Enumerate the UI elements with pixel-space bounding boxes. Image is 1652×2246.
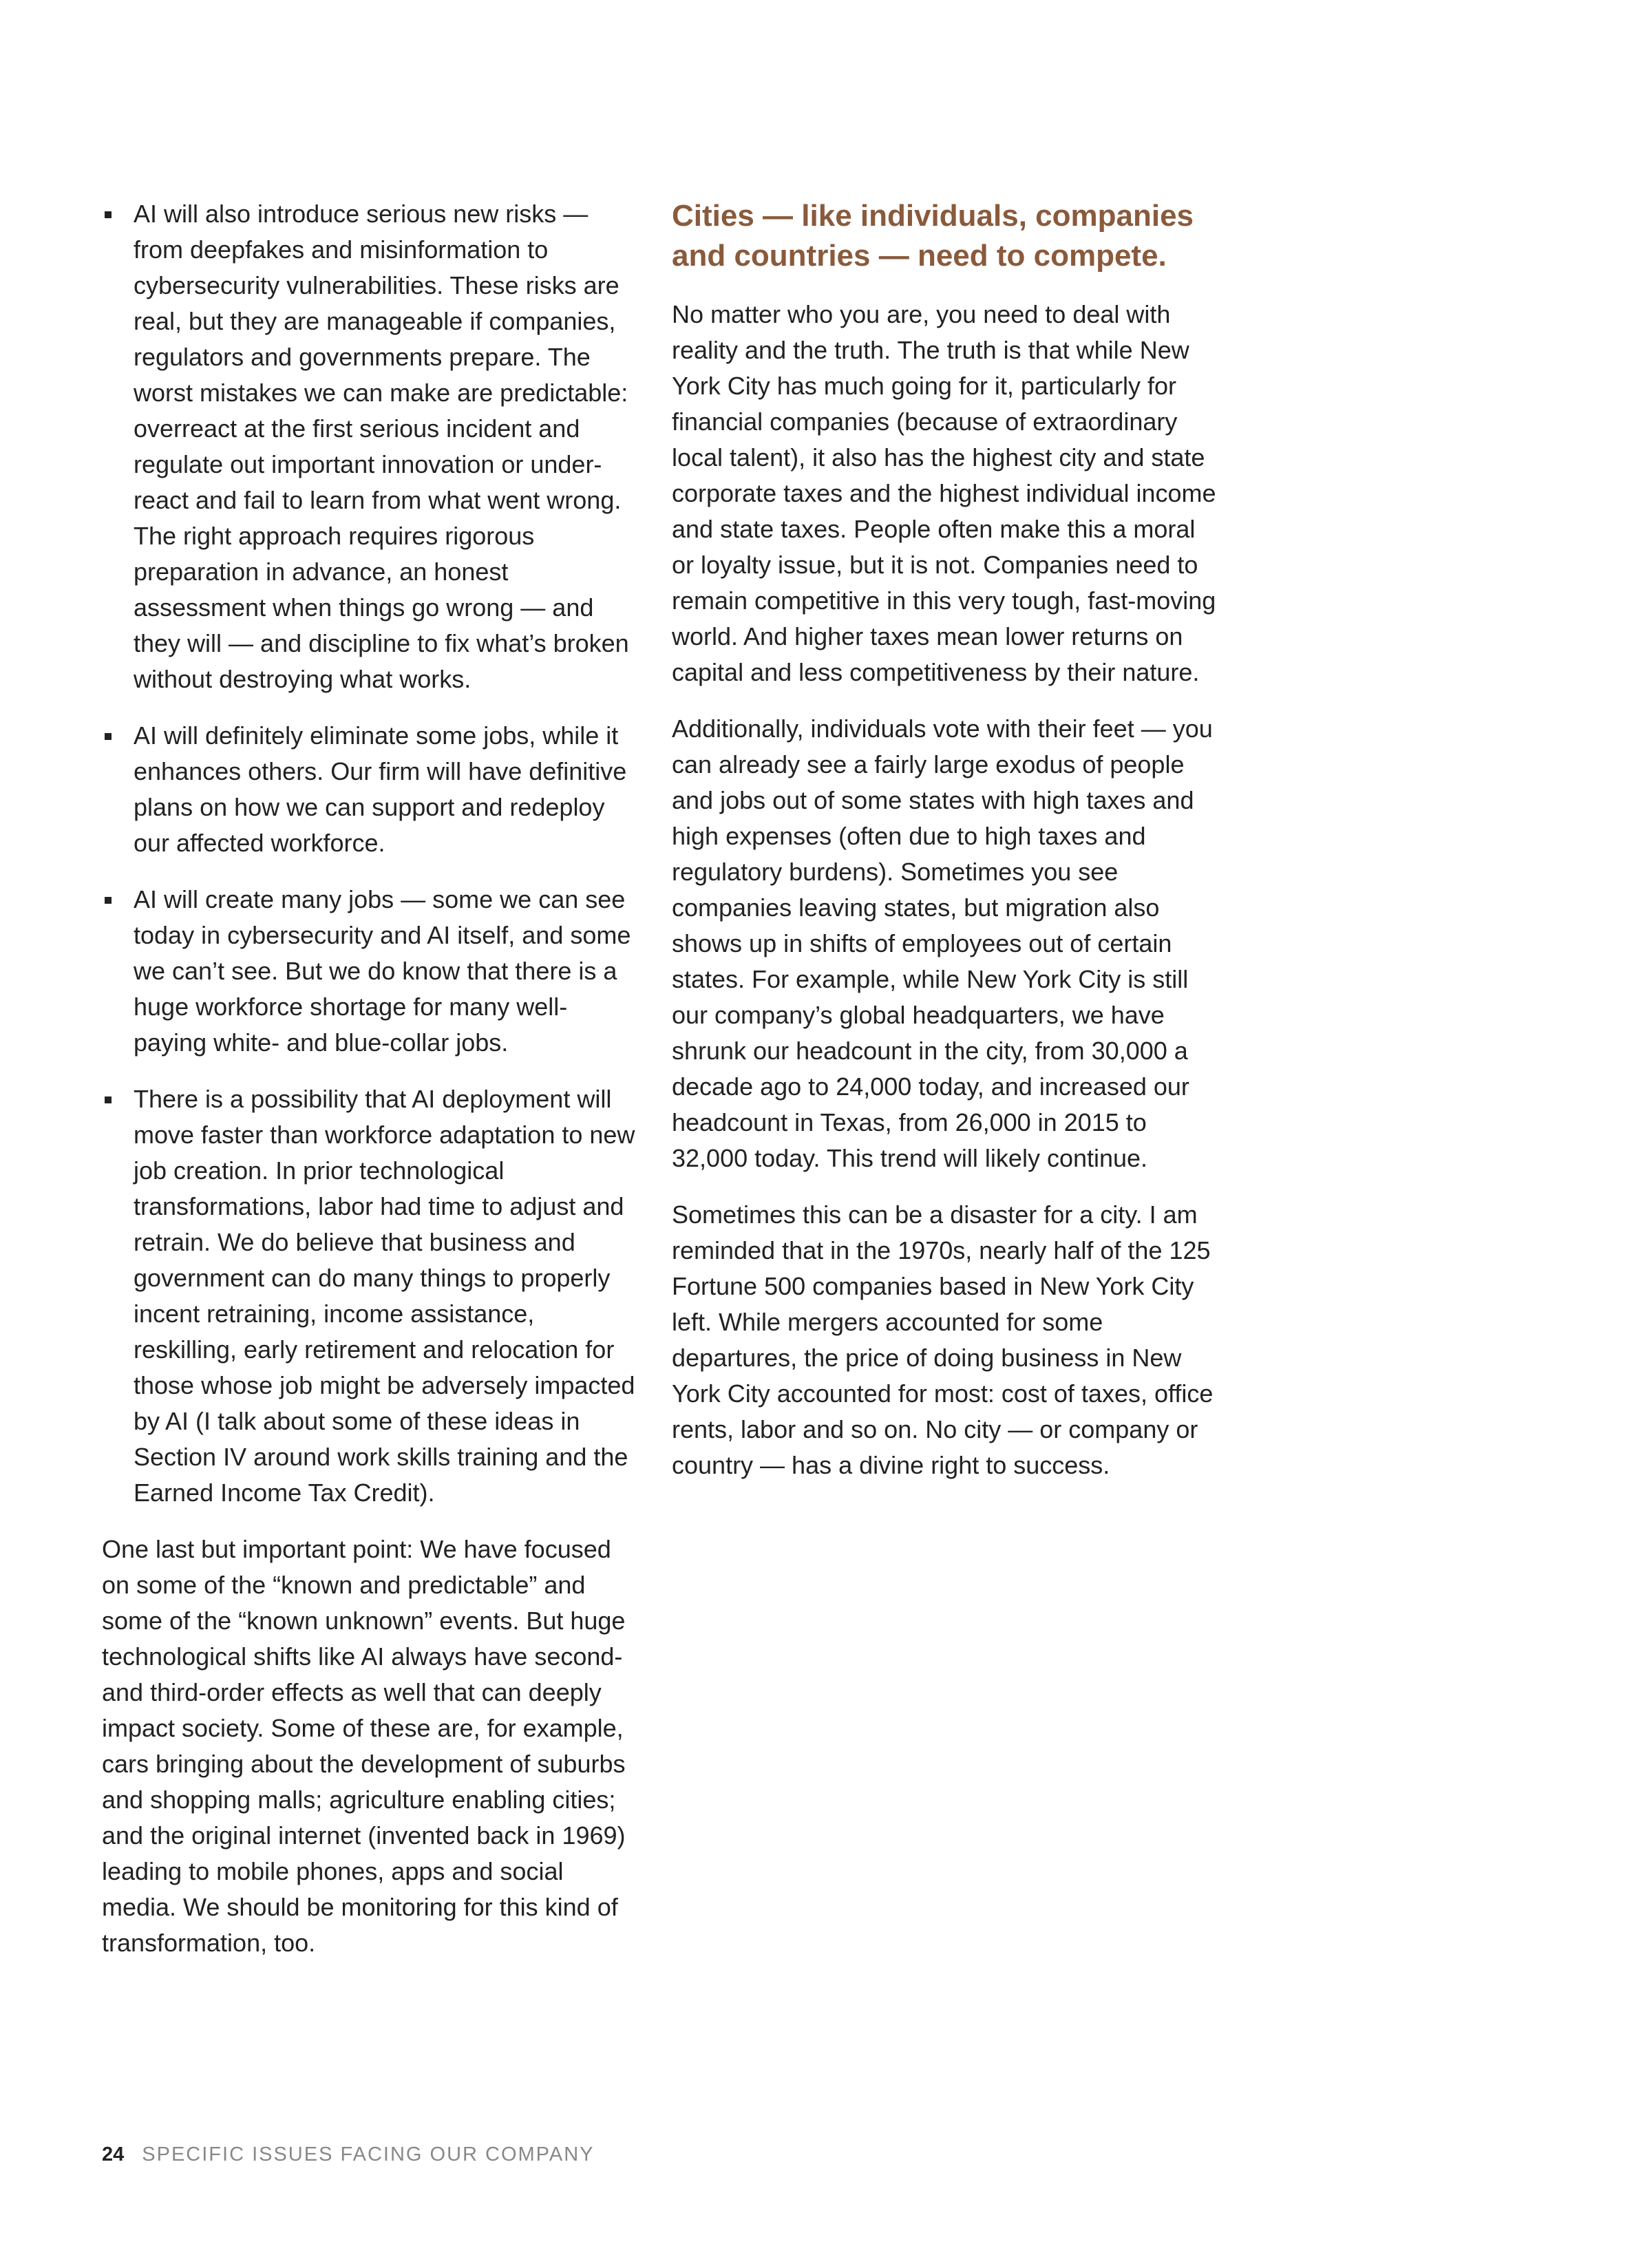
bullet-icon: [105, 733, 112, 740]
closing-paragraph: One last but important point: We have focused on some of the “known and predictable” and some of the “known unknown” events. But huge technological shifts like AI always have second- and third-order effects as well that can deeply impact society. Some of these are, for example, cars bringing about the development of suburbs and shopping malls; agriculture enabling cities; and the original internet (invented back in 1969) leading to mobile phones, apps and social media. We should be monitoring for this kind of transformation, too.: [102, 1535, 626, 1957]
bullet-list: [102, 196, 639, 1511]
right-column: [672, 196, 1222, 1504]
section-heading: Cities — like individuals, companies and countries — need to compete.: [672, 199, 1194, 273]
bullet-text: AI will also introduce serious new risks — from deepfakes and misinformation to cybersecurity vulnerabilities. These risks are real, but they are manageable if companies, regulators and governments prepare. The worst mistakes we can make are predictable: overreact at the first serious incident and regulate out important innovation or under-react and fail to learn from what went wrong. The right approach requires rigorous preparation in advance, an honest assessment when things go wrong — and they will — and discipline to fix what’s broken without destroying what works.: [134, 200, 629, 693]
bullet-text: AI will create many jobs — some we can see today in cybersecurity and AI itself, and some we can’t see. But we do know that there is a huge workforce shortage for many well-paying white- and blue-collar jobs.: [134, 885, 631, 1057]
list-item: [102, 882, 639, 1061]
bullet-icon: [105, 897, 112, 904]
body-paragraph: Additionally, individuals vote with their feet — you can already see a fairly large exodus of people and jobs out of some states with high taxes and high expenses (often due to high taxes and regulatory burdens). Sometimes you see companies leaving states, but migration also shows up in shifts of employees out of certain states. For example, while New York City is still our company’s global headquarters, we have shrunk our headcount in the city, from 30,000 a decade ago to 24,000 today, and increased our headcount in Texas, from 26,000 in 2015 to 32,000 today. This trend will likely continue.: [672, 714, 1213, 1172]
page-footer: [102, 2142, 594, 2167]
footer-section-title: SPECIFIC ISSUES FACING OUR COMPANY: [142, 2143, 595, 2165]
bullet-icon: [105, 1096, 112, 1103]
bullet-text: AI will definitely eliminate some jobs, while it enhances others. Our firm will have definitive plans on how we can support and redeploy our affected workforce.: [134, 721, 627, 857]
left-column: [102, 196, 639, 1982]
body-paragraph: Sometimes this can be a disaster for a city. I am reminded that in the 1970s, nearly half of the 125 Fortune 500 companies based in New York City left. While mergers accounted for some departures, the price of doing business in New York City accounted for most: cost of taxes, office rents, labor and so on. No city — or company or country — has a divine right to success.: [672, 1200, 1214, 1479]
list-item: [102, 1081, 639, 1511]
bullet-icon: [105, 211, 112, 218]
list-item: [102, 718, 639, 861]
page-number: 24: [102, 2143, 125, 2165]
bullet-text: There is a possibility that AI deployment will move faster than workforce adaptation to new job creation. In prior technological transformations, labor had time to adjust and retrain. We do believe that business and government can do many things to properly incent retraining, income assistance, reskilling, early retirement and relocation for those whose job might be adversely impacted by AI (I talk about some of these ideas in Section IV around work skills training and the Earned Income Tax Credit).: [134, 1085, 635, 1507]
list-item: [102, 196, 639, 697]
body-paragraph: No matter who you are, you need to deal with reality and the truth. The truth is that while New York City has much going for it, particularly for financial companies (because of extraordinary local talent), it also has the highest city and state corporate taxes and the highest individual income and state taxes. People often make this a moral or loyalty issue, but it is not. Companies need to remain competitive in this very tough, fast-moving world. And higher taxes mean lower returns on capital and less competitiveness by their nature.: [672, 300, 1216, 686]
